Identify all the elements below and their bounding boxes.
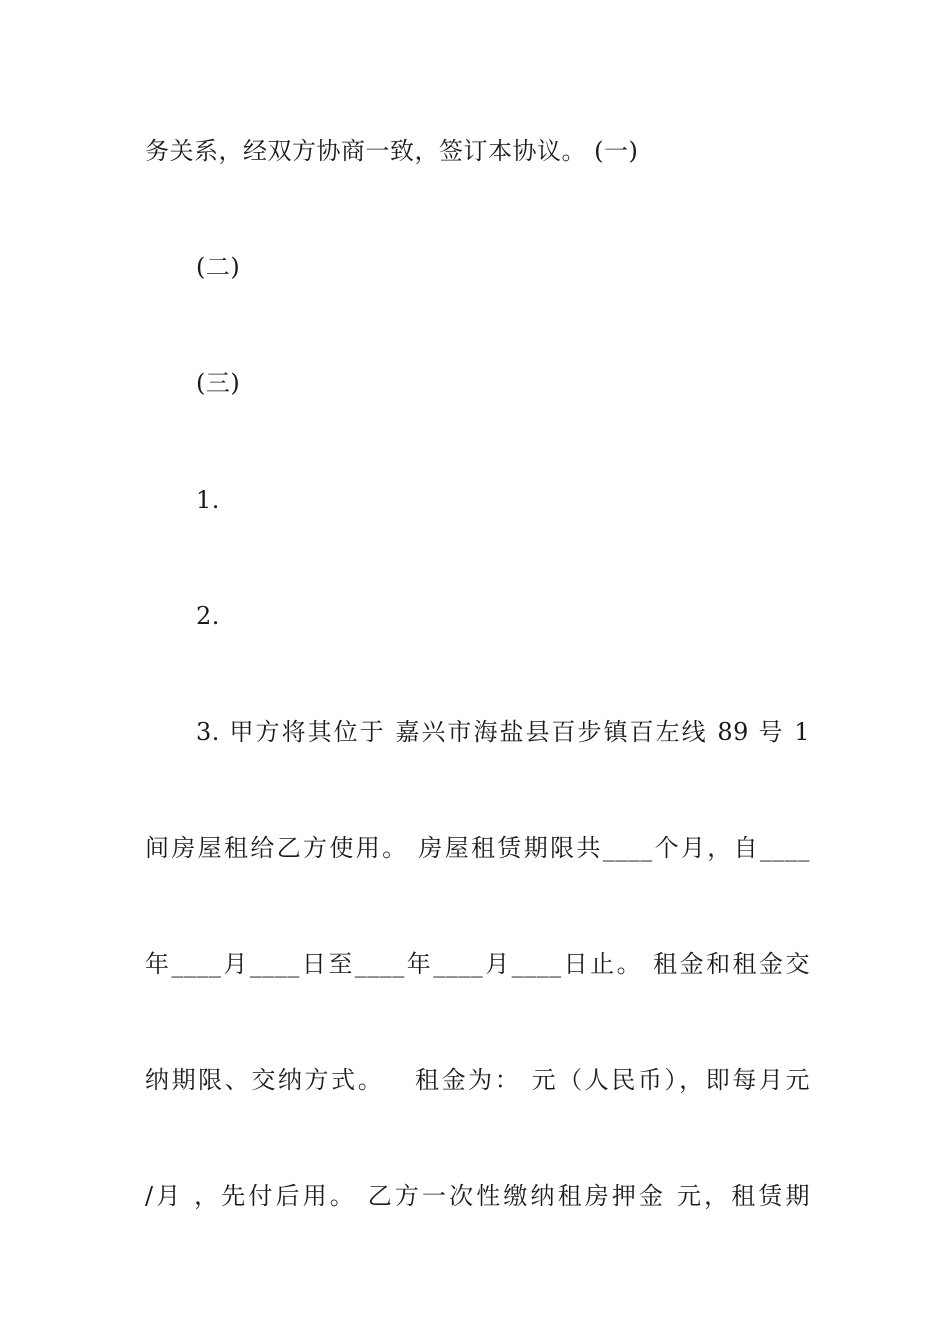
item-3-line-3: 年____月____日至____年____月____日止。 租金和租金交 xyxy=(145,950,810,978)
section-marker-3: (三) xyxy=(196,369,241,397)
paragraph-line-1: 务关系，经双方协商一致，签订本协议。 (一) xyxy=(145,137,639,165)
item-3-line-4: 纳期限、交纳方式。 租金为： 元（人民币），即每月元 xyxy=(145,1066,810,1094)
item-3-line-5: /月 ，先付后用。 乙方一次性缴纳租房押金 元，租赁期 xyxy=(145,1182,810,1210)
item-3-line-2: 间房屋租给乙方使用。 房屋租赁期限共____个月，自____ xyxy=(145,834,810,862)
item-3-line-1: 3. 甲方将其位于 嘉兴市海盐县百步镇百左线 89 号 1 xyxy=(196,718,810,746)
item-number-1: 1. xyxy=(196,486,220,514)
item-number-2: 2. xyxy=(196,602,220,630)
section-marker-2: (二) xyxy=(196,253,241,281)
